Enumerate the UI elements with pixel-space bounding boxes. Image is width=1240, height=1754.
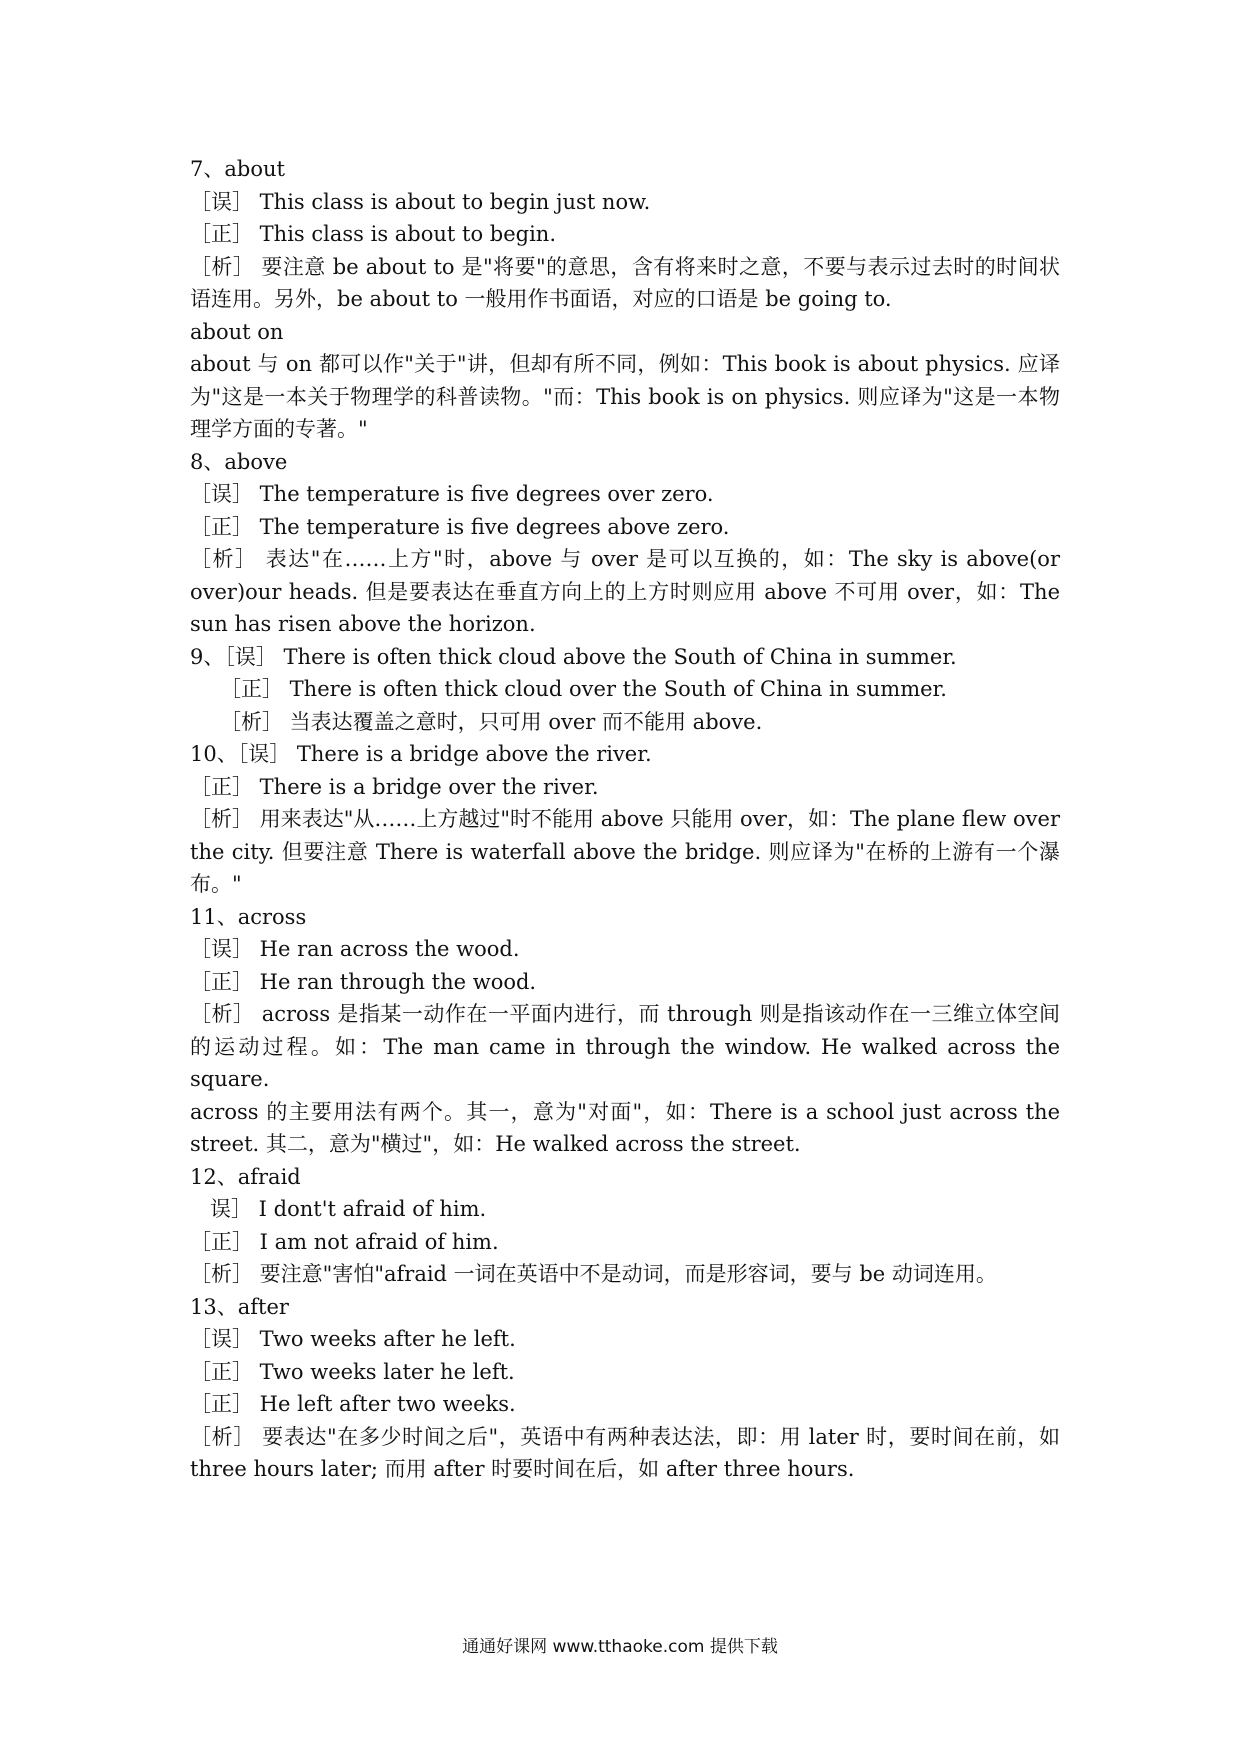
text-line: 10、［误］ There is a bridge above the river. <box>190 742 652 766</box>
text-line: ［误］ The temperature is five degrees over zero. <box>190 482 714 506</box>
text-line: ［误］ He ran across the wood. <box>190 937 520 961</box>
text-line: ［析］ across 是指某一动作在一平面内进行，而 through 则是指该动作在一三维立体空间的运动过程。如：The man came in through the window. He walked across the square. <box>190 1002 1067 1091</box>
text-line: ［误］ Two weeks after he left. <box>190 1327 516 1351</box>
text-line: ［正］ There is a bridge over the river. <box>190 774 599 799</box>
text-line: 7、about <box>190 157 285 181</box>
text-line: 11、across <box>190 904 307 929</box>
document-body <box>190 153 1067 1486</box>
text-line: across 的主要用法有两个。其一，意为"对面"，如：There is a school just across the street. 其二，意为"横过"，如：He walked across the street. <box>190 1099 1067 1156</box>
text-line: 9、［误］ There is often thick cloud above the South of China in summer. <box>190 644 957 669</box>
text-line: ［正］ He ran through the wood. <box>190 969 537 994</box>
text-line: ［析］ 要注意"害怕"afraid 一词在英语中不是动词，而是形容词，要与 be 动词连用。 <box>190 1262 997 1286</box>
text-line: ［析］ 要注意 be about to 是"将要"的意思，含有将来时之意，不要与表示过去时的时间状语连用。另外，be about to 一般用作书面语，对应的口语是 be going to. <box>190 254 1060 311</box>
page-footer: 通通好课网 www.tthaoke.com 提供下载 <box>462 1637 778 1657</box>
text-line: ［析］ 用来表达"从……上方越过"时不能用 above 只能用 over，如：The plane flew over the city. 但要注意 There is waterfall above the bridge. 则应译为"在桥的上游有一个瀑布。" <box>190 807 1067 896</box>
text-line: about 与 on 都可以作"关于"讲，但却有所不同，例如：This book is about physics. 应译为"这是一本关于物理学的科普读物。"而：This book is on physics. 则应译为"这是一本物理学方面的专著。" <box>190 352 1060 441</box>
text-line: ［析］ 要表达"在多少时间之后"，英语中有两种表达法，即：用 later 时，要时间在前，如 three hours later; 而用 after 时要时间在后，如 after three hours. <box>190 1424 1067 1481</box>
text-line: ［正］ The temperature is five degrees above zero. <box>190 514 730 539</box>
text-line: ［正］ I am not afraid of him. <box>190 1229 499 1254</box>
text-line: ［正］ He left after two weeks. <box>190 1392 516 1416</box>
text-line: ［正］ This class is about to begin. <box>190 222 557 246</box>
text-line: ［析］ 表达"在……上方"时，above 与 over 是可以互换的，如：The sky is above(or over)our heads. 但是要表达在垂直方向上的上方时则应用 above 不可用 over，如：The sun has risen above the horizon. <box>190 547 1067 636</box>
text-line: ［误］ This class is about to begin just now. <box>190 189 651 214</box>
text-line: ［正］ Two weeks later he left. <box>190 1359 515 1384</box>
text-line: 8、above <box>190 449 288 474</box>
text-line: 13、after <box>190 1294 289 1319</box>
text-line: ［正］ There is often thick cloud over the South of China in summer. <box>220 677 947 701</box>
text-line: 误］ I dont't afraid of him. <box>210 1197 487 1221</box>
text-line: 12、afraid <box>190 1164 301 1189</box>
text-line: ［析］ 当表达覆盖之意时，只可用 over 而不能用 above. <box>220 709 763 734</box>
text-line: about on <box>190 319 284 344</box>
